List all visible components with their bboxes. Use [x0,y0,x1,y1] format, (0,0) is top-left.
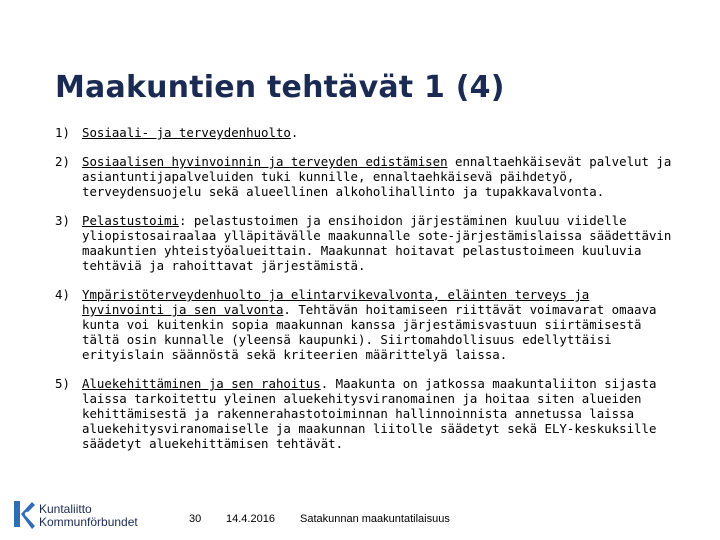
list-item [55,287,675,362]
slide-title: Maakuntien tehtävät 1 (4) [55,70,505,105]
item-heading: Sosiaalisen hyvinvoinnin ja terveyden edistämisen [82,154,448,169]
footer-date: 14.4.2016 [226,513,275,525]
kuntaliitto-logo [12,497,162,535]
item-number: 4) [55,287,70,302]
item-number: 3) [55,213,70,228]
item-heading: Ympäristöterveydenhuolto ja elintarvikevalvonta, eläinten terveys ja hyvinvointi ja sen valvonta [82,287,590,317]
item-number: 1) [55,125,70,140]
list-item [55,376,675,451]
kuntaliitto-logo-icon [12,497,36,531]
item-text: . [290,125,299,140]
list-item [55,213,675,273]
list-item [55,154,675,199]
slide-footer [0,495,720,540]
item-number: 2) [55,154,70,169]
item-heading: Aluekehittäminen ja sen rahoitus [82,376,321,391]
item-number: 5) [55,376,70,391]
logo-line-2: Kommunförbundet [39,515,138,529]
item-text: : pelastustoimen ja ensihoidon järjestäminen kuuluu viidelle yliopistosairaalaa ylläpitävälle maakunnalle sote-järjestämislaissa säädettävin maakuntien yhteistyöalueittain. Maakunnat hoitavat pelastustoimeen kuuluvia tehtäviä ja rahoittavat järjestämistä. [82,213,672,273]
slide-content [55,125,675,465]
item-heading: Pelastustoimi [82,213,179,228]
list-item [55,125,675,140]
item-text: . Tehtävän hoitamiseen riittävät voimavarat omaava kunta voi kuitenkin sopia maakunnan kanssa järjestämisvastuun siirtämisestä tältä osin kunnalle (yleensä kaupunki). Siirtomahdollisuus edellyttäisi erityislain säännöstä sekä kriteerien määrittelyä laissa. [82,302,657,362]
item-heading: Sosiaali- ja terveydenhuolto [82,125,291,140]
item-text: ennaltaehkäisevät palvelut ja asiantuntijapalveluiden tuki kunnille, ennaltaehkäisevä päihdetyö, terveydensuojelu sekä alueellinen alkoholihallinto ja tupakkavalvonta. [82,154,672,199]
logo-line-1: Kuntaliitto [39,502,92,516]
page-number: 30 [189,513,202,525]
item-text: . Maakunta on jatkossa maakuntaliiton sijasta laissa tarkoitettu yleinen aluekehitysviranomainen ja hoitaa siten alueiden kehittämisestä ja rakennerahastotoiminnan hallinnoinnista annetussa laissa aluekehitysviranomaiselle ja maakunnan liitolle säädetyt sekä ELY-keskuksille säädetyt aluekehittämisen tehtävät. [82,376,657,451]
footer-event: Satakunnan maakuntatilaisuus [300,513,450,525]
